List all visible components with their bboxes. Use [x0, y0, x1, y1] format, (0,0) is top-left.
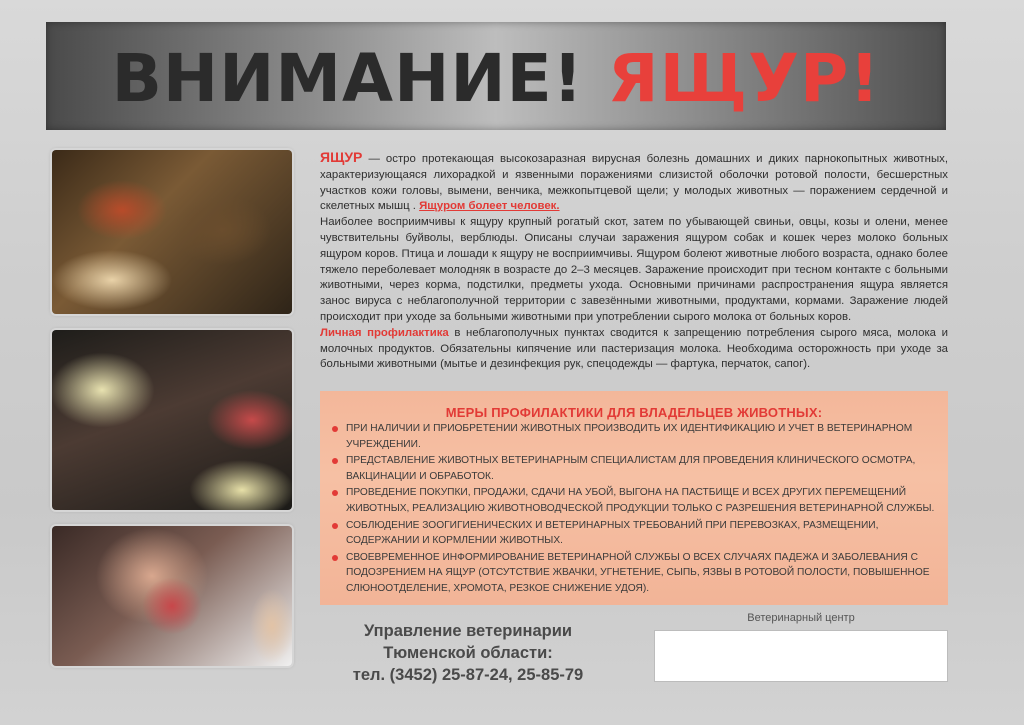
bullet-icon — [332, 523, 338, 529]
footer-organization — [318, 620, 618, 686]
vet-center-stamp-box — [655, 631, 947, 681]
measures-title: МЕРЫ ПРОФИЛАКТИКИ ДЛЯ ВЛАДЕЛЬЦЕВ ЖИВОТНЫХ: — [445, 405, 823, 420]
measures-list — [332, 421, 942, 598]
measure-item — [332, 453, 942, 484]
measure-text: ПРИ НАЛИЧИИ И ПРИОБРЕТЕНИИ ЖИВОТНЫХ ПРОИЗВОДИТЬ ИХ ИДЕНТИФИКАЦИЮ И УЧЕТ В ВЕТЕРИНАРНОМ УЧРЕЖДЕНИИ. — [346, 423, 913, 450]
measure-text: СОБЛЮДЕНИЕ ЗООГИГИЕНИЧЕСКИХ И ВЕТЕРИНАРНЫХ ТРЕБОВАНИЙ ПРИ ПЕРЕВОЗКАХ, РАЗМЕЩЕНИИ, СОДЕРЖАНИИ И КОРМЛЕНИИ ЖИВОТНЫХ. — [346, 519, 879, 547]
paragraph-susceptibility: Наиболее восприимчивы к ящуру крупный рогатый скот, затем по убывающей свиньи, овцы, козы и олени, менее чувствительны буйволы, верблюды. Описаны случаи заражения ящуром собак и кошек через молоко больных ящуром коров. Птица и лошади к ящуру не восприимчивы. Ящуром болеют животные любого возраста, однако более тяжело переболевает молодняк в возрасте до 2–3 месяцев. Заражение происходит при тесном контакте с больными животными, через корма, подстилки, предметы ухода. Основными причинами распространения ящура является занос вируса с неблагополучной территории с завезёнными животными, продуктами, кормами. Заражение людей происходит при уходе за больными животными при употреблении сырого молока от больных коров. — [320, 216, 948, 323]
personal-prevention-lead: Личная профилактика — [320, 326, 449, 339]
paragraph-definition — [320, 150, 948, 215]
measure-item — [332, 485, 942, 516]
title-disease: ЯЩУР! — [607, 40, 881, 117]
measure-text: ПРОВЕДЕНИЕ ПОКУПКИ, ПРОДАЖИ, СДАЧИ НА УБОЙ, ВЫГОНА НА ПАСТБИЩЕ И ВСЕХ ДРУГИХ ПЕРЕМЕЩЕНИЙ ЖИВОТНЫХ, РЕАЛИЗАЦИЮ ЖИВОТНОВОДЧЕСКОЙ ПРОДУКЦИИ ТОЛЬКО С РАЗРЕШЕНИЯ ВЕТЕРИНАРНОЙ СЛУЖБЫ. — [346, 487, 935, 514]
lead-word: ЯЩУР — [320, 149, 363, 165]
photo-human-tongue — [52, 526, 292, 666]
page-title — [46, 36, 946, 122]
measure-text: СВОЕВРЕМЕННОЕ ИНФОРМИРОВАНИЕ ВЕТЕРИНАРНОЙ СЛУЖБЫ О ВСЕХ СЛУЧАЯХ ПАДЕЖА И ЗАБОЛЕВАНИЯ С ПОДОЗРЕНИЕМ НА ЯЩУР (ОТСУТСТВИЕ ЖВАЧКИ, УГНЕТЕНИЕ, СЫПЬ, ЯЗВЫ В РОТОВОЙ ПОЛОСТИ, ПОВЫШЕННОЕ СЛЮНООТДЕЛЕНИЕ, ХРОМОТА, РЕЗКОЕ СНИЖЕНИЕ УДОЯ). — [346, 551, 930, 594]
measure-item — [332, 518, 942, 549]
description-text — [320, 150, 948, 373]
bullet-icon — [332, 426, 338, 432]
measure-item — [332, 421, 942, 452]
measure-text: ПРЕДСТАВЛЕНИЕ ЖИВОТНЫХ ВЕТЕРИНАРНЫМ СПЕЦИАЛИСТАМ ДЛЯ ПРОВЕДЕНИЯ КЛИНИЧЕСКОГО ОСМОТРА, ВАКЦИНАЦИИ И ОБРАБОТОК. — [346, 455, 916, 482]
bullet-icon — [332, 555, 338, 561]
paragraph-personal-prevention — [320, 326, 948, 373]
personal-prevention-text: в неблагополучных пунктах сводится к запрещению потребления сырого мяса, молока и молочных продуктов. Обязательны кипячение или пастеризация молока. Необходима осторожность при уходе за больными животными (мытье и дезинфекция рук, спецодежды — фартука, перчаток, сапог). — [320, 326, 948, 371]
photo-animal-mouth — [52, 150, 292, 314]
org-name-line1: Управление ветеринарии — [364, 622, 572, 640]
org-phone: тел. (3452) 25-87-24, 25-85-79 — [352, 666, 584, 684]
measures-panel — [320, 391, 948, 605]
vet-center-label: Ветеринарный центр — [747, 612, 855, 624]
definition-text: — остро протекающая высокозаразная вирусная болезнь домашних и диких парнокопытных животных, характеризующаяся лихорадкой и язвенными поражениями слизистой оболочки ротовой полости, бесшерстных участков кожи головы, вымени, венчика, межкопытцевой щели; у молодых животных — поражением сердечной и скелетных мышц . — [320, 153, 948, 213]
photo-animal-jaw — [52, 330, 292, 510]
bullet-icon — [332, 490, 338, 496]
bullet-icon — [332, 458, 338, 464]
human-warning: Ящуром болеет человек. — [419, 200, 560, 213]
org-name-line2: Тюменской области: — [383, 644, 553, 662]
title-warning: ВНИМАНИЕ! — [111, 40, 584, 117]
measure-item — [332, 550, 942, 597]
